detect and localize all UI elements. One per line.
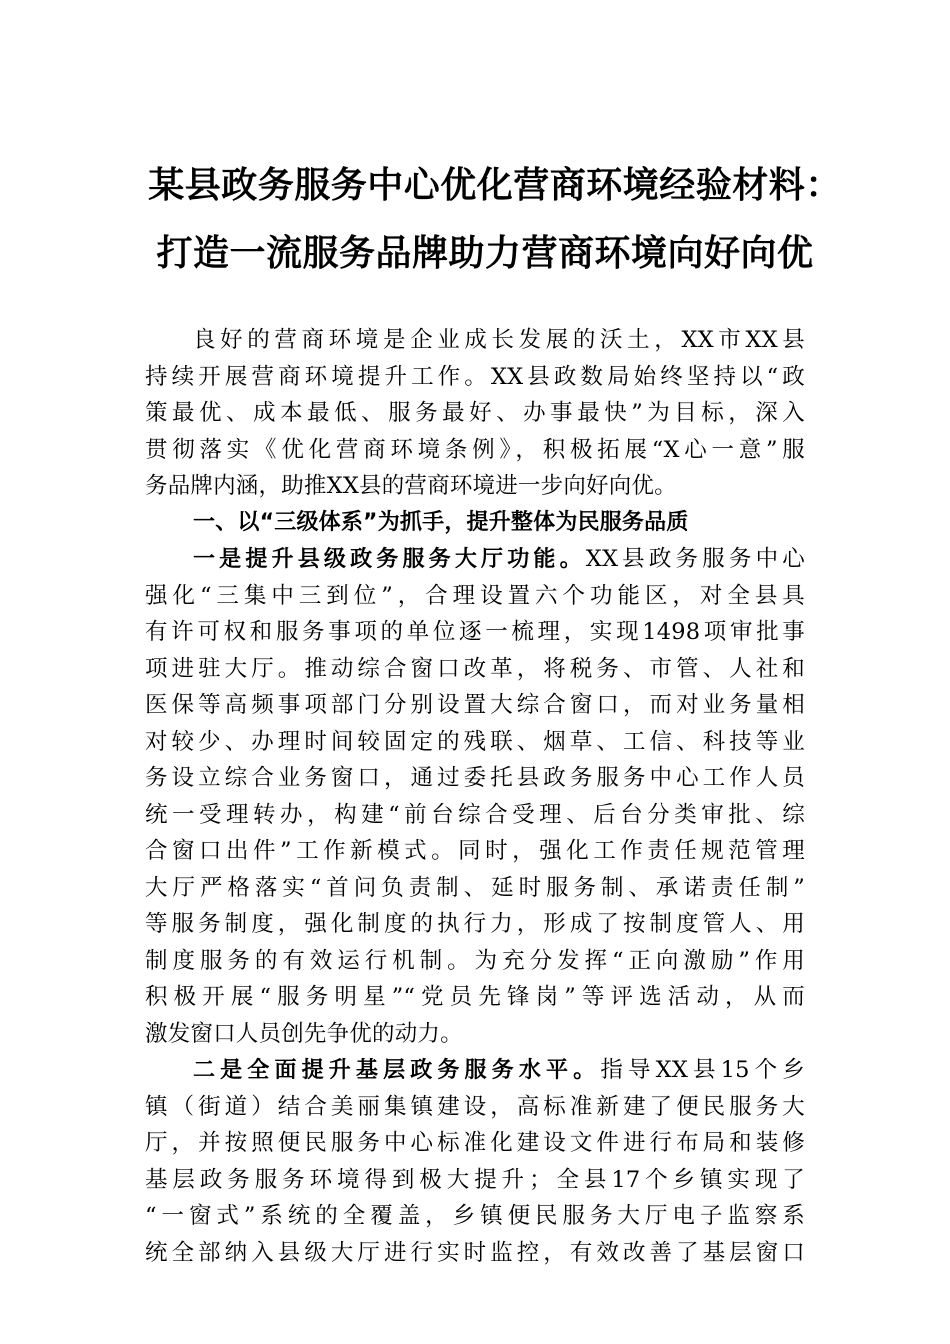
paragraph-line: 策最优、成本最低、服务最好、办事最快”为目标，深入 [145, 400, 805, 426]
paragraph-line [145, 541, 805, 578]
paragraph-line: 统一受理转办，构建“前台综合受理、后台分类审批、综 [145, 801, 805, 828]
paragraph-line: 对较少、办理时间较固定的残联、烟草、工信、科技等业 [145, 728, 805, 755]
paragraph-line: 合窗口出件”工作新模式。同时，强化工作责任规范管理 [145, 838, 805, 864]
paragraph-line: 务设立综合业务窗口，通过委托县政务服务中心工作人员 [145, 765, 805, 791]
paragraph-line: “一窗式”系统的全覆盖，乡镇便民服务大厅电子监察系 [145, 1203, 805, 1229]
section-heading: 一、以“三级体系”为抓手，提升整体为民服务品质 [193, 509, 689, 535]
point-lead: 二是全面提升基层政务服务水平。 [193, 1058, 601, 1083]
document-title-line-1: 某县政务服务中心优化营商环境经验材料： [148, 165, 842, 206]
paragraph-line [145, 1052, 805, 1089]
paragraph-line: 镇（街道）结合美丽集镇建设，高标准新建了便民服务大 [145, 1093, 805, 1120]
paragraph-line: 制度服务的有效运行机制。为充分发挥“正向激励”作用 [145, 947, 805, 974]
paragraph-line: 强化“三集中三到位”，合理设置六个功能区，对全县具 [145, 582, 805, 609]
point-text: 指导XX县15个乡 [600, 1057, 805, 1083]
paragraph-line: 有许可权和服务事项的单位逐一梳理，实现1498项审批事 [145, 619, 805, 645]
paragraph-line: 务品牌内涵，助推XX县的营商环境进一步向好向优。 [145, 473, 677, 499]
paragraph-line: 持续开展营商环境提升工作。XX县政数局始终坚持以“政 [145, 363, 805, 390]
document-body [145, 322, 805, 1271]
point-lead: 一是提升县级政务服务大厅功能。 [193, 547, 586, 572]
paragraph-line: 项进驻大厅。推动综合窗口改革，将税务、市管、人社和 [145, 655, 805, 682]
paragraph-line: 良好的营商环境是企业成长发展的沃土，XX市XX县 [193, 327, 805, 353]
point-text: XX县政务服务中心 [585, 546, 805, 572]
paragraph-line: 医保等高频事项部门分别设置大综合窗口，而对业务量相 [145, 692, 805, 718]
paragraph-line: 积极开展“服务明星”“党员先锋岗”等评选活动，从而 [145, 984, 805, 1010]
paragraph-line: 等服务制度，强化制度的执行力，形成了按制度管人、用 [145, 911, 805, 937]
paragraph-line: 厅，并按照便民服务中心标准化建设文件进行布局和装修 [145, 1130, 805, 1156]
document-title-line-2: 打造一流服务品牌助力营商环境向好向优 [156, 233, 814, 274]
paragraph-line: 激发窗口人员创先争优的动力。 [145, 1020, 463, 1047]
paragraph-line: 基层政务服务环境得到极大提升；全县17个乡镇实现了 [145, 1166, 805, 1193]
paragraph-line: 大厅严格落实“首问负责制、延时服务制、承诺责任制” [145, 874, 805, 901]
paragraph-line: 贯彻落实《优化营商环境条例》，积极拓展“X心一意”服 [145, 436, 805, 463]
paragraph-line: 统全部纳入县级大厅进行实时监控，有效改善了基层窗口 [145, 1239, 805, 1266]
